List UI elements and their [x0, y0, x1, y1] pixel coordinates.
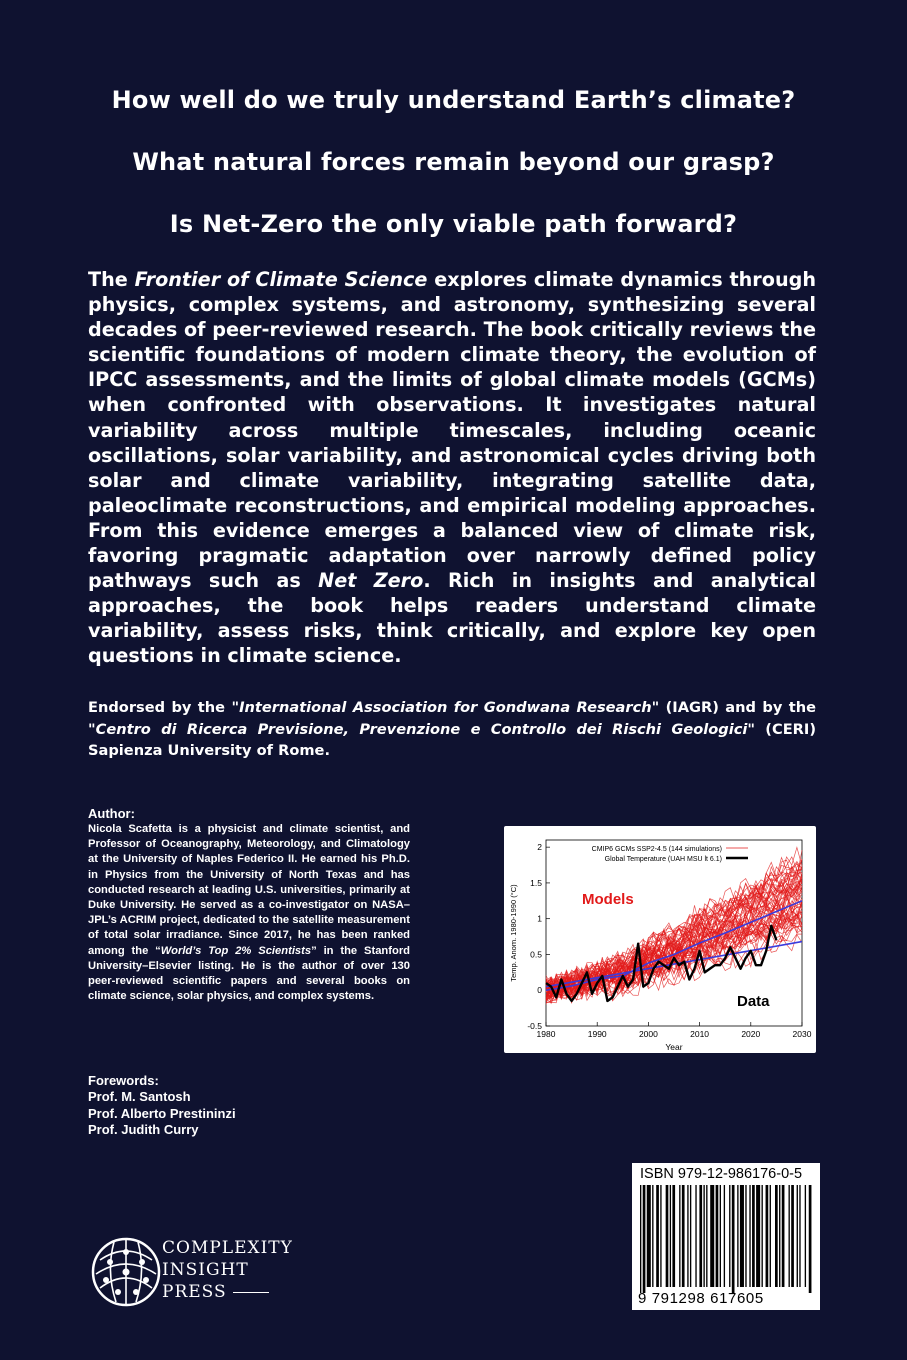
- x-tick-label: 2020: [741, 1029, 761, 1039]
- barcode-bar: [745, 1185, 746, 1287]
- barcode-bar: [647, 1185, 651, 1287]
- barcode-bar: [775, 1185, 778, 1287]
- barcode-bar: [672, 1185, 675, 1287]
- y-tick-label: 0.5: [530, 949, 542, 960]
- models-annotation: Models: [582, 891, 634, 908]
- author-bio-italic: World’s Top 2% Scientists: [160, 944, 312, 957]
- endorsing-org-2: Centro di Ricerca Previsione, Prevenzione e Controllo dei Rischi Geologici: [95, 720, 748, 738]
- forewords-section: [88, 1073, 388, 1138]
- book-description: The Frontier of Climate Science explores climate dynamics through physics, complex systems, and astronomy, synthesizing several decades of peer-reviewed research. The book critically reviews the scientific foundations of modern climate theory, the evolution of IPCC assessments, and the limits of global climate models (GCMs) when confronted with observations. It investigates natural variability across multiple timescales, including oceanic oscillations, solar variability, and astronomical cycles driving both solar and climate variability, integrating satellite data, paleoclimate reconstructions, and empirical modeling approaches. From this evidence emerges a balanced view of climate risk, favoring pragmatic adaptation over narrowly defined policy pathways such as Net Zero. Rich in insights and analytical approaches, the book helps readers understand climate variability, assess risks, think critically, and explore key open questions in climate science.: [88, 268, 816, 668]
- barcode-bar: [652, 1185, 653, 1287]
- forewords-heading: Forewords:: [88, 1073, 159, 1088]
- barcode-bar: [805, 1185, 806, 1287]
- barcode-bar: [720, 1185, 721, 1287]
- barcode-bar: [695, 1185, 696, 1287]
- barcode-bar: [643, 1185, 646, 1293]
- legend-label: CMIP6 GCMs SSP2-4.5 (144 simulations): [591, 846, 722, 853]
- barcode-bar: [799, 1185, 800, 1287]
- endorsing-org-1: International Association for Gondwana Research: [239, 699, 652, 716]
- foreword-name: Prof. Judith Curry: [88, 1121, 199, 1137]
- x-tick-label: 1990: [587, 1029, 607, 1039]
- y-axis-label: Temp. Anom. 1980-1990 (°C): [509, 884, 518, 982]
- barcode-bar: [782, 1185, 785, 1287]
- chart-legend: [592, 846, 748, 863]
- barcode-bar: [682, 1185, 685, 1287]
- publisher-line-2: INSIGHT: [162, 1260, 249, 1280]
- barcode-bar: [752, 1185, 755, 1287]
- barcode-bar: [679, 1185, 680, 1287]
- barcode-bar: [716, 1185, 719, 1287]
- y-tick-label: 0: [537, 985, 542, 996]
- question-3: Is Net-Zero the only viable path forward?: [169, 210, 738, 238]
- data-annotation: Data: [737, 993, 770, 1010]
- x-axis-label: Year: [665, 1042, 683, 1052]
- barcode-bar: [762, 1185, 763, 1287]
- book-title: Frontier of Climate Science: [134, 268, 428, 291]
- barcode-bar: [687, 1185, 688, 1287]
- barcode-bar: [690, 1185, 691, 1287]
- publisher-name: [162, 1237, 293, 1303]
- publisher-logo-icon: [86, 1232, 166, 1312]
- publisher-line-1: COMPLEXITY: [162, 1238, 293, 1258]
- barcode-bar: [740, 1185, 744, 1287]
- barcode-bar: [670, 1185, 671, 1287]
- barcode-bar: [710, 1185, 714, 1287]
- foreword-name: Prof. M. Santosh: [88, 1089, 191, 1105]
- barcode-bar: [756, 1185, 760, 1287]
- publisher-line-3: PRESS: [162, 1281, 293, 1303]
- barcode-digits: 9 791298 617605: [638, 1290, 764, 1307]
- net-zero-term: Net Zero: [318, 569, 424, 593]
- y-tick-label: -0.5: [527, 1021, 542, 1031]
- barcode-bar: [779, 1185, 780, 1287]
- barcode-bar: [789, 1185, 790, 1287]
- x-tick-label: 2000: [638, 1029, 658, 1039]
- barcode-bar: [660, 1185, 661, 1287]
- author-section: [88, 806, 410, 1004]
- question-1: How well do we truly understand Earth’s climate?: [111, 86, 796, 114]
- barcode-bar: [809, 1185, 812, 1293]
- barcode-bar: [766, 1185, 769, 1287]
- climate-chart: [504, 826, 816, 1053]
- y-tick-label: 1: [537, 913, 542, 924]
- endorsement: Endorsed by the "International Association for Gondwana Research" (IAGR) and by the "Centro di Ricerca Previsione, Prevenzione e Controllo dei Rischi Geologici" (CERI) Sapienza University of Rome.: [88, 699, 816, 759]
- barcode-bar: [732, 1185, 735, 1293]
- question-2: What natural forces remain beyond our grasp?: [132, 148, 775, 176]
- y-tick-label: 1.5: [530, 877, 542, 888]
- model-ensemble: [546, 847, 802, 1004]
- isbn-label: ISBN 979-12-986176-0-5: [640, 1166, 803, 1182]
- x-tick-label: 1980: [536, 1029, 556, 1039]
- barcode-bar: [699, 1185, 702, 1287]
- barcode-bar: [724, 1185, 725, 1287]
- barcode-bar: [666, 1185, 669, 1287]
- barcode-bar: [791, 1185, 794, 1287]
- barcode-bar: [640, 1185, 641, 1293]
- chart-svg: [504, 826, 816, 1053]
- isbn-barcode: [632, 1163, 820, 1310]
- barcode-bar: [749, 1185, 750, 1287]
- barcode-bar: [706, 1185, 707, 1287]
- barcode-bar: [656, 1185, 659, 1287]
- y-tick-label: 2: [537, 842, 542, 853]
- x-tick-label: 2030: [792, 1029, 812, 1039]
- x-tick-label: 2010: [690, 1029, 710, 1039]
- barcode-bar: [737, 1185, 738, 1287]
- author-bio: Nicola Scafetta is a physicist and climate scientist, and Professor of Oceanography, Meteorology, and Climatology at the University of Naples Federico II. He earned his Ph.D. in Physics from the University of North Texas and has conducted research at leading U.S. universities, primarily at Duke University. He served as a co-investigator on NASA–JPL’s ACRIM project, dedicated to the satellite measurement of total solar irradiance. Since 2017, he has been ranked among the “World’s Top 2% Scientists” in the Stanford University–Elsevier listing. He is the author of over 130 peer-reviewed scientific papers and several books on climate science, solar physics, and complex systems.: [88, 823, 411, 1003]
- barcode-bar: [797, 1185, 798, 1287]
- barcode-bar: [770, 1185, 771, 1287]
- barcode-bar: [703, 1185, 704, 1287]
- legend-label: Global Temperature (UAH MSU lt 6.1): [604, 856, 722, 863]
- barcode-icon: [632, 1163, 820, 1310]
- barcode-bar: [729, 1185, 730, 1287]
- author-heading: Author:: [88, 806, 135, 821]
- foreword-name: Prof. Alberto Prestininzi: [88, 1105, 236, 1121]
